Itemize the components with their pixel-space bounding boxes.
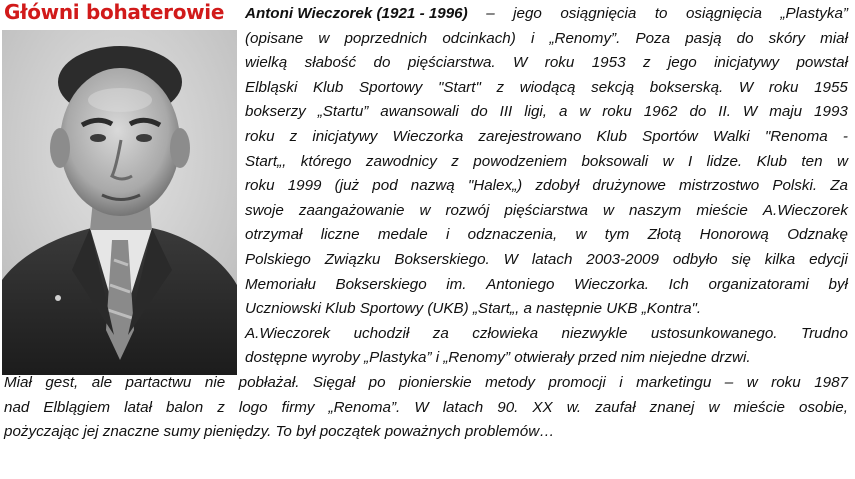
text-word: pięściarstwa — [504, 202, 588, 219]
text-word: Sportów — [642, 128, 698, 145]
text-word: II. — [718, 103, 731, 120]
text-word: latał — [124, 399, 152, 416]
text-line — [245, 199, 848, 223]
text-word: 1993 — [814, 103, 848, 120]
text-word: Polskiego — [245, 251, 311, 268]
section-heading: Główni bohaterowie — [4, 0, 225, 24]
text-line-1 — [245, 2, 848, 26]
text-word: (już — [334, 177, 360, 194]
text-word: „Renoma”. — [328, 399, 401, 416]
text-word: pobłażał. — [238, 374, 300, 391]
text-word: awansowali — [380, 103, 459, 120]
text-word: - — [842, 128, 848, 145]
text-word: XX — [532, 399, 553, 416]
text-word: "Start" — [437, 79, 481, 96]
text-word: Złotą — [647, 226, 682, 243]
text-word: pięściarstwa. — [407, 54, 496, 71]
text-word: im. — [446, 276, 467, 293]
text-word: edycji — [809, 251, 848, 268]
text-word: znanej — [649, 399, 695, 416]
text-word: zawodnicy — [365, 153, 437, 170]
text-word: latach — [442, 399, 484, 416]
text-word: wielką — [245, 54, 288, 71]
text-word: medale — [377, 226, 428, 243]
text-line — [245, 297, 848, 321]
text-word: Wieczorka — [392, 128, 464, 145]
text-word: rozwój — [445, 202, 490, 219]
text-word: w. — [566, 399, 582, 416]
text-word: – — [724, 374, 734, 391]
text-word: inicjatywy — [714, 54, 780, 71]
text-word: "Renoma — [764, 128, 828, 145]
text-word: I — [688, 153, 693, 170]
text-word: latach — [531, 251, 573, 268]
text-word: ustosunkowanego. — [650, 325, 778, 342]
text-line-content: dostępne wyroby „Plastyka” i „Renomy” otwierały przed nim niejedne drzwi. — [245, 349, 751, 366]
person-name: Antoni Wieczorek (1921 - 1996) — [245, 5, 468, 22]
text-word: nazwą — [410, 177, 455, 194]
text-word: ligi, — [524, 103, 547, 120]
portrait-photo — [2, 30, 237, 375]
text-line — [245, 51, 848, 75]
text-word: osiągnięcia — [685, 5, 762, 22]
text-word: Polski. — [772, 177, 818, 194]
text-word: tym — [604, 226, 630, 243]
text-word: pod — [372, 177, 398, 194]
text-line — [4, 396, 848, 420]
text-word: liczne — [320, 226, 360, 243]
text-word: Walki — [712, 128, 750, 145]
text-word: z — [642, 54, 651, 71]
text-word: Poza — [635, 30, 671, 47]
text-word: w — [746, 374, 758, 391]
text-word: firmy — [281, 399, 315, 416]
text-word: Klub — [756, 153, 787, 170]
text-word: odbyło — [672, 251, 718, 268]
text-word: w — [662, 153, 674, 170]
text-word: z — [217, 399, 225, 416]
text-line — [4, 371, 848, 395]
text-word: osiągnięcia — [560, 5, 637, 22]
text-word: organizatorami — [708, 276, 809, 293]
text-word: Elbląski — [245, 79, 298, 96]
text-word: III — [499, 103, 513, 120]
text-word: roku — [245, 177, 275, 194]
text-word: w — [575, 226, 587, 243]
text-word: człowieka — [472, 325, 539, 342]
text-word: roku — [544, 54, 575, 71]
text-line — [245, 346, 848, 370]
text-word: i — [619, 374, 623, 391]
text-word: 2003-2009 — [586, 251, 659, 268]
portrait-illustration — [2, 30, 237, 375]
text-word: za — [432, 325, 449, 342]
text-word: W — [503, 251, 518, 268]
text-word: logo — [238, 399, 268, 416]
text-word: – — [486, 5, 495, 22]
text-word: marketingu — [636, 374, 712, 391]
text-word: Wieczorka. — [574, 276, 650, 293]
text-word: zaangażowanie — [298, 202, 405, 219]
text-word: a — [558, 103, 568, 120]
text-line — [245, 248, 848, 272]
text-line — [245, 322, 848, 346]
text-word: balon — [166, 399, 204, 416]
text-word: kilka — [764, 251, 796, 268]
text-word: osobie, — [798, 399, 848, 416]
text-word: 90. — [497, 399, 519, 416]
text-line — [245, 223, 848, 247]
text-word: 1953 — [591, 54, 626, 71]
text-word: którego — [300, 153, 352, 170]
text-word: ale — [91, 374, 113, 391]
text-line — [245, 273, 848, 297]
text-word: powstał — [796, 54, 848, 71]
text-word: z — [451, 153, 459, 170]
text-word: Antoniego — [486, 276, 555, 293]
text-word: metody — [485, 374, 535, 391]
text-word: Klub — [596, 128, 627, 145]
text-word: miał — [820, 30, 848, 47]
text-word: roku — [768, 79, 799, 96]
text-word: 1955 — [814, 79, 848, 96]
text-word: 1962 — [643, 103, 678, 120]
text-word: maju — [769, 103, 803, 120]
text-line-content: Uczniowski Klub Sportowy (UKB) „Start„, a następnie UKB „Kontra". — [245, 300, 702, 317]
text-word: roku — [245, 128, 275, 145]
text-word: promocji — [548, 374, 606, 391]
text-word: Trudno — [800, 325, 848, 342]
text-line — [245, 174, 848, 198]
text-word: lidze. — [706, 153, 743, 170]
text-word: Memoriału — [245, 276, 316, 293]
text-word: Sięgał — [312, 374, 356, 391]
text-word: powodzeniem — [473, 153, 568, 170]
text-word: pasją — [685, 30, 722, 47]
text-word: jego — [667, 54, 697, 71]
text-word: niezwykle — [561, 325, 628, 342]
text-word: do — [689, 103, 707, 120]
text-word: zarejestrowano — [478, 128, 582, 145]
text-word: Klub — [312, 79, 344, 96]
text-word: w — [419, 202, 431, 219]
text-word: Związku — [324, 251, 381, 268]
text-word: w — [836, 153, 848, 170]
text-word: w — [579, 103, 591, 120]
text-word: to — [654, 5, 668, 22]
text-word: bokserzy — [245, 103, 306, 120]
text-word: mieście — [696, 202, 748, 219]
text-word: nad — [4, 399, 30, 416]
text-word: A.Wieczorek — [245, 325, 331, 342]
text-word: W — [738, 79, 754, 96]
text-word: naszym — [628, 202, 682, 219]
text-word: (opisane — [245, 30, 304, 47]
text-word: W — [742, 103, 758, 120]
text-word: boksowali — [581, 153, 649, 170]
text-word: nie — [204, 374, 226, 391]
text-word: 1987 — [814, 374, 848, 391]
text-word: odznaczenia, — [467, 226, 558, 243]
text-word: zaufał — [595, 399, 636, 416]
text-word: otrzymał — [245, 226, 303, 243]
text-word: do — [470, 103, 488, 120]
text-word: „Plastyka” — [780, 5, 848, 22]
text-word: z — [496, 79, 505, 96]
text-word: odcinkach) — [442, 30, 516, 47]
text-word: „Renomy”. — [549, 30, 621, 47]
text-word: drużynowe — [592, 177, 666, 194]
text-word: z — [289, 128, 298, 145]
text-word: poprzednich — [344, 30, 428, 47]
text-word: w — [708, 399, 720, 416]
text-word: Start„, — [245, 153, 287, 170]
text-word: był — [828, 276, 848, 293]
text-word: pionierskie — [399, 374, 472, 391]
text-word: Miał — [4, 374, 32, 391]
text-word: W — [414, 399, 429, 416]
text-word: wiodącą — [519, 79, 576, 96]
text-word: i — [445, 226, 450, 243]
text-word: uchodził — [353, 325, 410, 342]
text-line — [245, 150, 848, 174]
text-line — [4, 420, 848, 444]
text-word: sekcją — [591, 79, 635, 96]
text-word: Za — [830, 177, 848, 194]
text-word: i — [530, 30, 535, 47]
text-line-content: pożyczając jej znaczne sumy pieniędzy. To był początek poważnych problemów… — [4, 423, 555, 440]
text-word: "Halex„) — [467, 177, 523, 194]
text-word: Bokserskiego — [335, 276, 427, 293]
text-word: Elblągiem — [43, 399, 111, 416]
text-word: inicjatywy — [312, 128, 378, 145]
text-word: w — [602, 202, 614, 219]
text-word: A.Wieczorek — [762, 202, 848, 219]
text-word: skóry — [768, 30, 805, 47]
text-word: ten — [801, 153, 823, 170]
text-word: w — [318, 30, 330, 47]
text-word: zdobył — [535, 177, 580, 194]
text-word: swoje — [245, 202, 284, 219]
text-word: W — [513, 54, 528, 71]
text-line — [245, 125, 848, 149]
text-word: gest, — [45, 374, 79, 391]
text-word: mistrzostwo — [679, 177, 760, 194]
text-word: „Startu” — [317, 103, 369, 120]
text-word: roku — [771, 374, 801, 391]
text-word: się — [731, 251, 751, 268]
text-word: jego — [513, 5, 542, 22]
text-word: Ich — [668, 276, 689, 293]
text-word: Bokserskiego. — [394, 251, 490, 268]
text-word: Sportowy — [359, 79, 423, 96]
text-word: bokserską. — [649, 79, 724, 96]
text-word: Honorową — [699, 226, 769, 243]
text-word: roku — [602, 103, 632, 120]
text-word: Odznakę — [787, 226, 848, 243]
text-line — [245, 100, 848, 124]
text-word: po — [368, 374, 386, 391]
text-word: do — [373, 54, 391, 71]
text-line — [245, 76, 848, 100]
text-line — [245, 27, 848, 51]
text-word: partactwu — [125, 374, 192, 391]
text-word: słabość — [304, 54, 357, 71]
text-word: 1999 — [287, 177, 322, 194]
text-word: do — [736, 30, 754, 47]
text-word: mieście — [733, 399, 785, 416]
